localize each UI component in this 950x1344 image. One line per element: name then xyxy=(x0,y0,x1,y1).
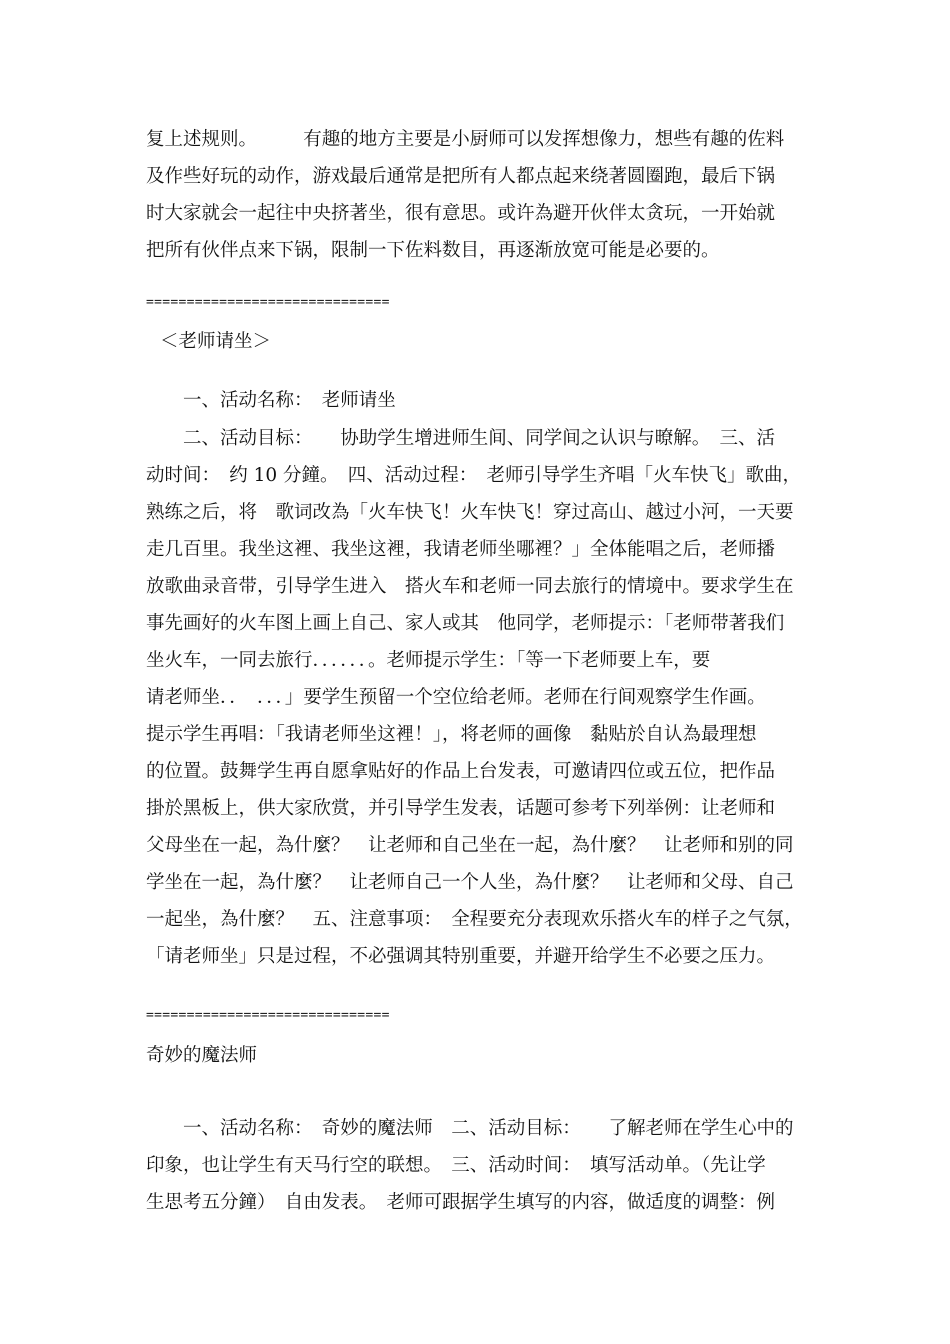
teacher-line-3: 熟练之后，将 歌词改為「火车快飞！火车快飞！穿过高山、越过小河，一天要 xyxy=(146,502,794,523)
intro-line-3: 时大家就会一起往中央挤著坐，很有意思。或许為避开伙伴太贪玩，一开始就 xyxy=(146,203,776,224)
magician-line-2: 印象，也让学生有天马行空的联想。 三、活动时间： 填写活动单。（先让学 xyxy=(146,1155,766,1176)
teacher-line-15: 「请老师坐」只是过程，不必强调其特别重要，并避开给学生不必要之压力。 xyxy=(146,946,776,967)
intro-line-4: 把所有伙伴点来下锅，限制一下佐料数目，再逐渐放宽可能是必要的。 xyxy=(146,240,720,261)
teacher-paragraph xyxy=(146,420,816,975)
teacher-line-7: 坐火车，一同去旅行．．．．．．。老师提示学生：「等一下老师要上车，要 xyxy=(146,650,711,671)
teacher-section-title xyxy=(160,323,830,360)
teacher-line-1: 二、活动目标： 协助学生增进师生间、同学间之认识与暸解。 三、活 xyxy=(146,428,776,449)
teacher-title: ＜老师请坐＞ xyxy=(160,331,272,352)
intro-paragraph xyxy=(146,121,816,269)
teacher-line-14: 一起坐，為什麼？ 五、注意事项： 全程要充分表现欢乐搭火车的样子之气氛， xyxy=(146,909,803,930)
teacher-line-10: 的位置。鼓舞学生再自愿拿贴好的作品上台发表，可邀请四位或五位，把作品 xyxy=(146,761,776,782)
teacher-line-5: 放歌曲录音带，引导学生进入 搭火车和老师一同去旅行的情境中。要求学生在 xyxy=(146,576,794,597)
magician-line-3: 生思考五分鐘） 自由发表。 老师可跟据学生填写的内容，做适度的调整：例 xyxy=(146,1192,776,1213)
magician-title: 奇妙的魔法师 xyxy=(146,1045,258,1066)
teacher-line-12: 父母坐在一起，為什麼？ 让老师和自己坐在一起，為什麼？ 让老师和别的同 xyxy=(146,835,794,856)
teacher-line-4: 走几百里。我坐这裡、我坐这裡，我请老师坐哪裡？」全体能唱之后，老师播 xyxy=(146,539,776,560)
teacher-line-6: 事先画好的火车图上画上自己、家人或其 他同学，老师提示：「老师带著我们 xyxy=(146,613,785,634)
separator-line-2: ============================== xyxy=(146,1008,390,1023)
magician-section-title xyxy=(146,1037,816,1074)
teacher-activity-name-line: 一、活动名称： 老师请坐 xyxy=(183,390,396,411)
teacher-line-13: 学坐在一起，為什麼？ 让老师自己一个人坐，為什麼？ 让老师和父母、自己 xyxy=(146,872,794,893)
intro-line-2: 及作些好玩的动作，游戏最后通常是把所有人都点起来绕著圆圈跑，最后下锅 xyxy=(146,166,776,187)
teacher-line-2: 动时间： 约 10 分鐘。 四、活动过程： 老师引导学生齐唱「火车快飞」歌曲， xyxy=(146,465,802,486)
teacher-activity-name xyxy=(183,382,853,419)
magician-paragraph xyxy=(146,1110,816,1221)
teacher-line-8: 请老师坐．． ．．．」要学生预留一个空位给老师。老师在行间观察学生作画。 xyxy=(146,687,766,708)
separator-line-1: ============================== xyxy=(146,295,390,310)
intro-line-1: 复上述规则。 有趣的地方主要是小厨师可以发挥想像力，想些有趣的佐料 xyxy=(146,129,785,150)
teacher-line-9: 提示学生再唱：「我请老师坐这裡！」，将老师的画像 黏贴於自认為最理想 xyxy=(146,724,757,745)
magician-line-1: 一、活动名称： 奇妙的魔法师 二、活动目标： 了解老师在学生心中的 xyxy=(146,1118,794,1139)
teacher-line-11: 掛於黑板上，供大家欣赏，并引导学生发表，话题可参考下列举例：让老师和 xyxy=(146,798,776,819)
